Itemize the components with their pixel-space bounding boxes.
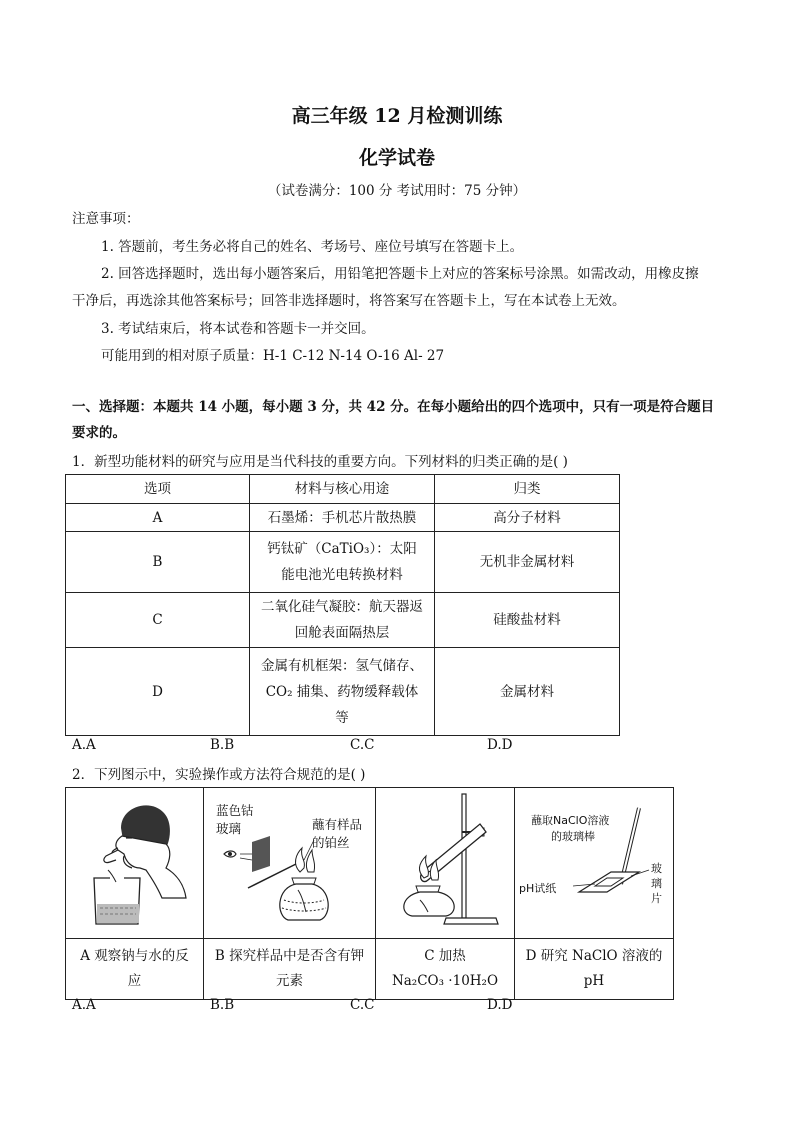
- caption-line: Na₂CO₃ ·10H₂O: [391, 973, 499, 989]
- table-header-row: [66, 475, 620, 504]
- glass-slide-label-1: 玻: [651, 862, 662, 875]
- table-header-cell: 选项: [66, 475, 250, 504]
- table-cell-class: 金属材料: [435, 648, 620, 736]
- q1-table: [65, 474, 620, 736]
- figure-row: [66, 788, 674, 939]
- q2-choice-b[interactable]: B.B: [210, 997, 235, 1013]
- caption-line: 应: [127, 973, 142, 989]
- q2-choice-a[interactable]: A.A: [72, 997, 96, 1013]
- table-header-cell: 材料与核心用途: [250, 475, 435, 504]
- table-cell-option: B: [66, 532, 250, 593]
- caption-b: [204, 939, 376, 1000]
- table-cell-material: [250, 648, 435, 736]
- material-line: CO₂ 捕集、药物缓释载体: [265, 683, 419, 700]
- ph-test-illustration: [515, 788, 673, 934]
- notes-heading: 注意事项：: [72, 211, 140, 227]
- figure-b-cell: [204, 788, 376, 939]
- caption-line: pH: [583, 973, 605, 989]
- platinum-wire-label: 蘸有样品: [312, 817, 363, 832]
- glass-rod-label: 蘸取NaClO溶液: [531, 814, 610, 827]
- table-cell-material: [250, 504, 435, 532]
- exam-title: 高三年级 12 月检测训练: [291, 105, 503, 127]
- table-row: [66, 593, 620, 648]
- table-row: [66, 532, 620, 593]
- material-line: 石墨烯：手机芯片散热膜: [267, 509, 417, 526]
- table-cell-option: D: [66, 648, 250, 736]
- heating-test-tube-illustration: [376, 788, 514, 934]
- caption-d: [515, 939, 674, 1000]
- q1-choice-a[interactable]: A.A: [72, 737, 96, 753]
- table-cell-class: 硅酸盐材料: [435, 593, 620, 648]
- q2-choice-d[interactable]: D.D: [487, 997, 513, 1013]
- notes-item-3: 3. 考试结束后，将本试卷和答题卡一并交回。: [101, 321, 375, 337]
- q1-choice-b[interactable]: B.B: [210, 737, 235, 753]
- exam-subtitle: 化学试卷: [358, 147, 435, 169]
- table-cell-option: C: [66, 593, 250, 648]
- glass-slide-label-3: 片: [651, 892, 662, 905]
- table-cell-class: 无机非金属材料: [435, 532, 620, 593]
- caption-c: [376, 939, 515, 1000]
- material-line: 等: [335, 709, 349, 726]
- q2-figure-table: [65, 787, 674, 1000]
- material-line: 二氧化硅气凝胶：航天器返: [261, 599, 423, 615]
- caption-line: A 观察钠与水的反: [80, 948, 189, 964]
- section1-instructions-line-1: 一、选择题：本题共 14 小题，每小题 3 分，共 42 分。在每小题给出的四个选项中，只有一项是符合题目: [72, 399, 715, 415]
- figure-d-cell: [515, 788, 674, 939]
- q1-choice-d[interactable]: D.D: [487, 737, 513, 753]
- q2-choice-c[interactable]: C.C: [350, 997, 375, 1013]
- flame-test-illustration: [204, 788, 375, 934]
- caption-line: D 研究 NaClO 溶液的: [525, 948, 663, 964]
- person-beaker-illustration: [66, 788, 203, 934]
- table-cell-option: A: [66, 504, 250, 532]
- cobalt-glass-label: 蓝色钴: [216, 803, 254, 818]
- cobalt-glass-label-2: 玻璃: [216, 821, 242, 836]
- caption-row: [66, 939, 674, 1000]
- notes-item-2-line-1: 2. 回答选择题时，选出每小题答案后，用铅笔把答题卡上对应的答案标号涂黑。如需改动，用橡皮擦: [101, 266, 699, 282]
- table-cell-material: [250, 532, 435, 593]
- table-cell-material: [250, 593, 435, 648]
- table-row: [66, 504, 620, 532]
- caption-line: 元素: [276, 973, 303, 989]
- notes-item-1: 1. 答题前，考生务必将自己的姓名、考场号、座位号填写在答题卡上。: [101, 239, 524, 255]
- section1-instructions-line-2: 要求的。: [72, 425, 126, 441]
- glass-rod-label-2: 的玻璃棒: [551, 830, 595, 843]
- table-cell-class: 高分子材料: [435, 504, 620, 532]
- platinum-wire-label-2: 的铂丝: [312, 835, 350, 850]
- material-line: 金属有机框架：氢气储存、: [261, 657, 423, 674]
- atomic-masses: 可能用到的相对原子质量：H-1 C-12 N-14 O-16 Al- 27: [101, 348, 445, 364]
- caption-line: B 探究样品中是否含有钾: [214, 948, 365, 964]
- notes-item-2-line-2: 干净后，再选涂其他答案标号；回答非选择题时，将答案写在答题卡上，写在本试卷上无效。: [72, 293, 626, 309]
- ph-paper-label: pH试纸: [519, 882, 557, 895]
- material-line: 钙钛矿（CaTiO₃）：太阳: [267, 541, 417, 557]
- material-line: 回舱表面隔热层: [294, 625, 390, 641]
- exam-info: （试卷满分：100 分 考试用时：75 分钟）: [267, 183, 527, 199]
- figure-c-cell: [376, 788, 515, 939]
- glass-slide-label-2: 璃: [651, 877, 662, 890]
- table-row: [66, 648, 620, 736]
- material-line: 能电池光电转换材料: [281, 567, 403, 583]
- caption-line: C 加热: [424, 948, 466, 964]
- figure-a-cell: [66, 788, 204, 939]
- q1-choice-c[interactable]: C.C: [350, 737, 375, 753]
- q1-stem: 1．新型功能材料的研究与应用是当代科技的重要方向。下列材料的归类正确的是( ): [72, 454, 568, 470]
- caption-a: [66, 939, 204, 1000]
- q2-stem: 2．下列图示中，实验操作或方法符合规范的是( ): [72, 767, 366, 783]
- table-header-cell: 归类: [435, 475, 620, 504]
